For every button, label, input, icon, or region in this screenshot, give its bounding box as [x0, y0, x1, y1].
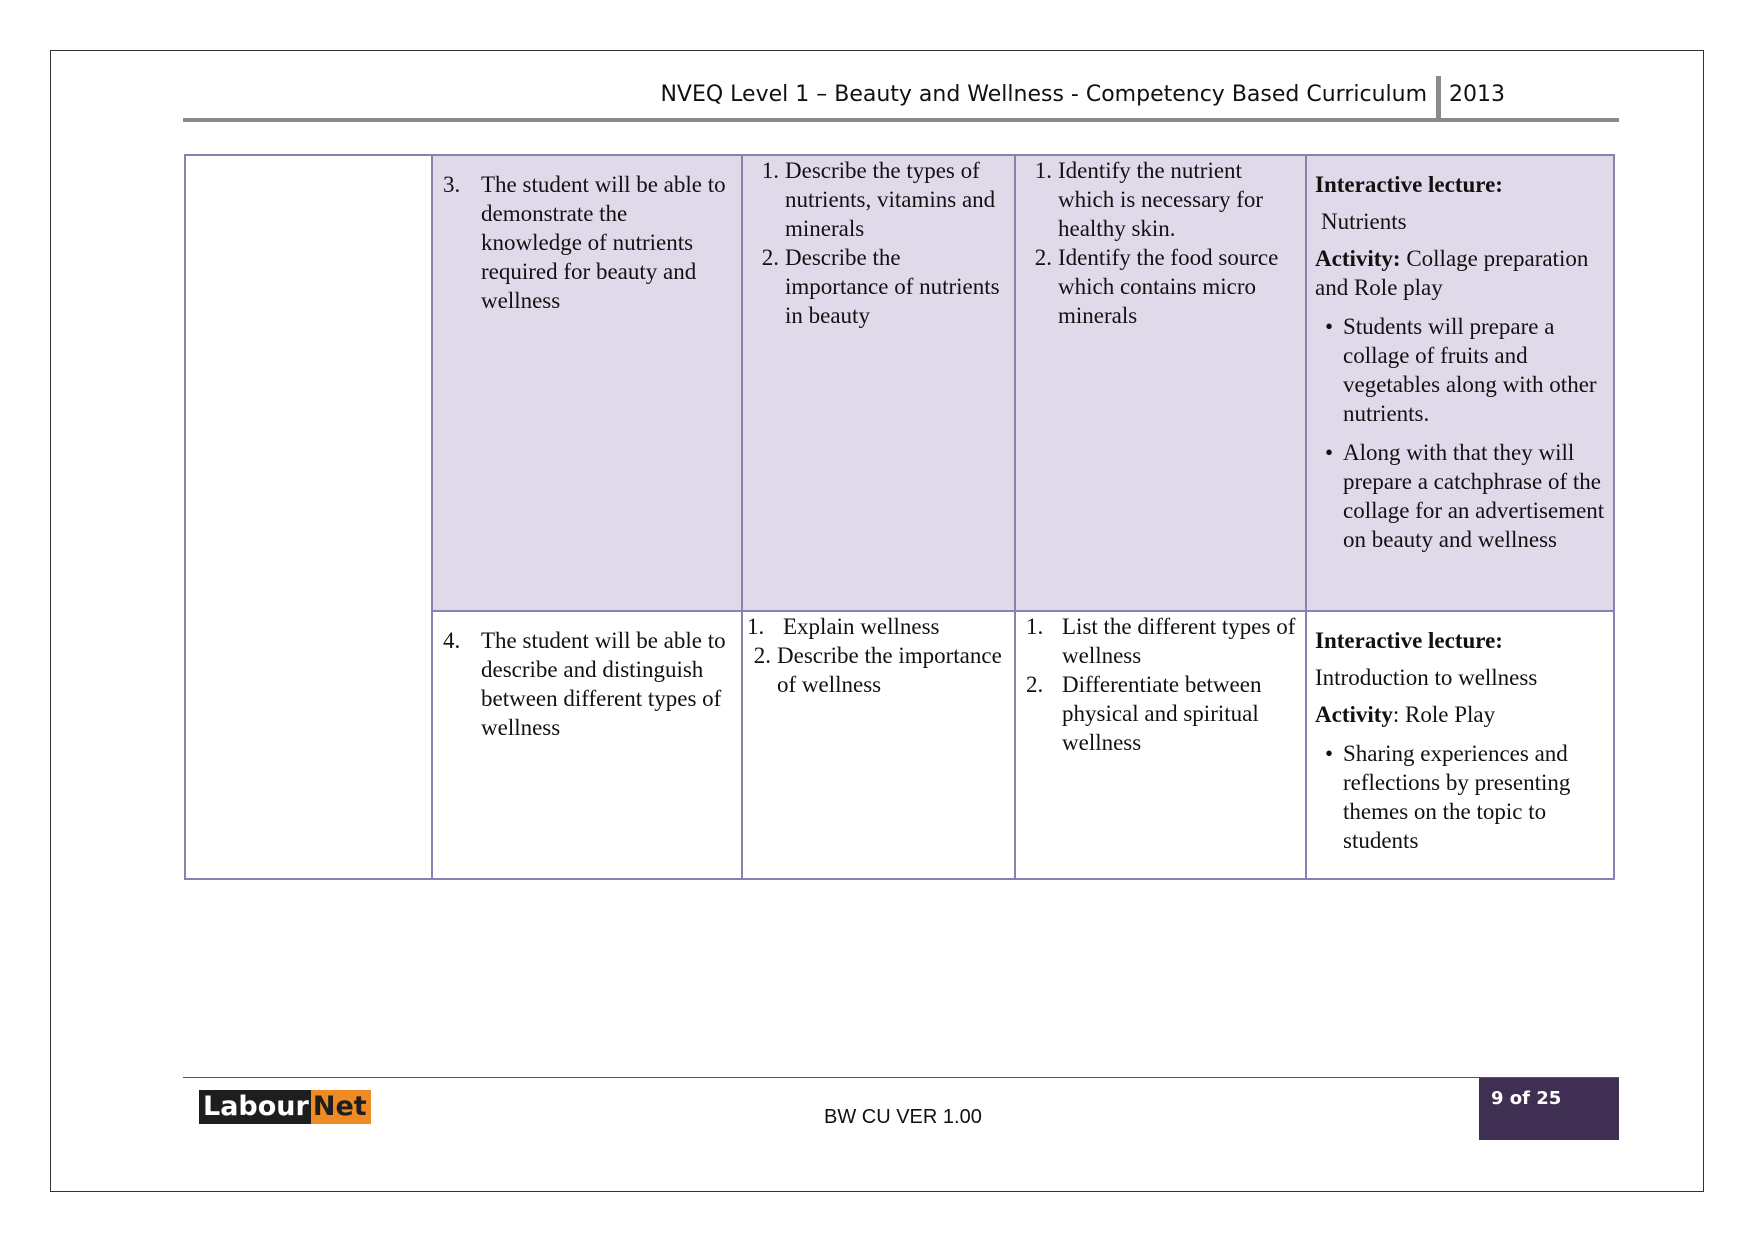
page-number: 9 of 25 — [1491, 1088, 1562, 1109]
item-text: Describe the importance of wellness — [777, 643, 1002, 697]
item-number: 3. — [443, 172, 461, 197]
list-item — [1026, 670, 1297, 757]
item-text: Explain wellness — [783, 614, 940, 639]
activity-line — [1315, 700, 1605, 729]
theory-cell — [742, 611, 1015, 879]
item-number: 2. — [753, 643, 771, 668]
list-item — [443, 170, 733, 315]
bullet-text: Students will prepare a collage of fruits and vegetables along with other nutrients. — [1343, 314, 1597, 426]
bullet-icon: • — [1325, 440, 1334, 465]
learning-outcome-cell — [432, 611, 742, 879]
item-number: 1. — [747, 614, 765, 639]
footer-version: BW CU VER 1.00 — [824, 1106, 982, 1128]
logo-text-labour: Labour — [199, 1090, 311, 1124]
bullet-icon: • — [1325, 741, 1334, 766]
item-number: 2. — [1034, 245, 1052, 270]
activity-label: Activity: — [1315, 246, 1401, 271]
list-item — [747, 641, 1006, 699]
item-text: Describe the types of nutrients, vitamins and minerals — [785, 158, 996, 241]
bullet-text: Along with that they will prepare a catchphrase of the collage for an advertisement on beauty and wellness — [1343, 440, 1605, 552]
list-item — [1024, 156, 1297, 243]
item-number: 4. — [443, 628, 461, 653]
logo-text-net: Net — [311, 1090, 371, 1124]
unit-cell — [185, 155, 432, 879]
list-item — [747, 612, 1006, 641]
footer-divider — [183, 1077, 1619, 1078]
bullet-item — [1315, 438, 1605, 554]
bullet-icon: • — [1325, 314, 1334, 339]
bullet-item — [1315, 739, 1605, 855]
activity-line — [1315, 244, 1605, 302]
item-number: 2. — [761, 245, 779, 270]
list-item — [751, 243, 1006, 330]
header-year: 2013 — [1449, 82, 1505, 107]
header-title: NVEQ Level 1 – Beauty and Wellness - Competency Based Curriculum — [660, 82, 1427, 107]
table-row — [185, 155, 1614, 611]
methods-cell — [1306, 155, 1614, 611]
page-header — [183, 72, 1619, 122]
header-separator — [1436, 76, 1441, 118]
item-text: Identify the nutrient which is necessary for healthy skin. — [1058, 158, 1264, 241]
item-text: The student will be able to demonstrate the knowledge of nutrients required for beauty and wellness — [481, 172, 726, 313]
item-text: List the different types of wellness — [1062, 614, 1296, 668]
learning-outcome-cell — [432, 155, 742, 611]
activity-text: : Role Play — [1392, 702, 1496, 727]
activity-text: Collage preparation and Role play — [1315, 246, 1589, 300]
item-text: Identify the food source which contains micro minerals — [1058, 245, 1279, 328]
lecture-label: Interactive lecture: — [1315, 172, 1503, 197]
list-item — [1026, 612, 1297, 670]
item-number: 1. — [1026, 614, 1044, 639]
page-number-box — [1479, 1078, 1619, 1140]
lecture-topic: Nutrients — [1321, 209, 1407, 234]
bullet-text: Sharing experiences and reflections by presenting themes on the topic to students — [1343, 741, 1571, 853]
item-text: Describe the importance of nutrients in beauty — [785, 245, 1000, 328]
item-number: 1. — [761, 158, 779, 183]
list-item — [1024, 243, 1297, 330]
list-item — [751, 156, 1006, 243]
item-number: 2. — [1026, 672, 1044, 697]
labournet-logo — [199, 1090, 371, 1124]
practical-cell — [1015, 155, 1306, 611]
activity-label: Activity — [1315, 702, 1393, 727]
theory-cell — [742, 155, 1015, 611]
item-number: 1. — [1034, 158, 1052, 183]
list-item — [443, 626, 733, 742]
lecture-label: Interactive lecture: — [1315, 628, 1503, 653]
curriculum-table — [184, 154, 1615, 880]
lecture-topic: Introduction to wellness — [1315, 665, 1538, 690]
methods-cell — [1306, 611, 1614, 879]
item-text: The student will be able to describe and distinguish between different types of wellness — [481, 628, 726, 740]
practical-cell — [1015, 611, 1306, 879]
item-text: Differentiate between physical and spiritual wellness — [1062, 672, 1262, 755]
bullet-item — [1315, 312, 1605, 428]
